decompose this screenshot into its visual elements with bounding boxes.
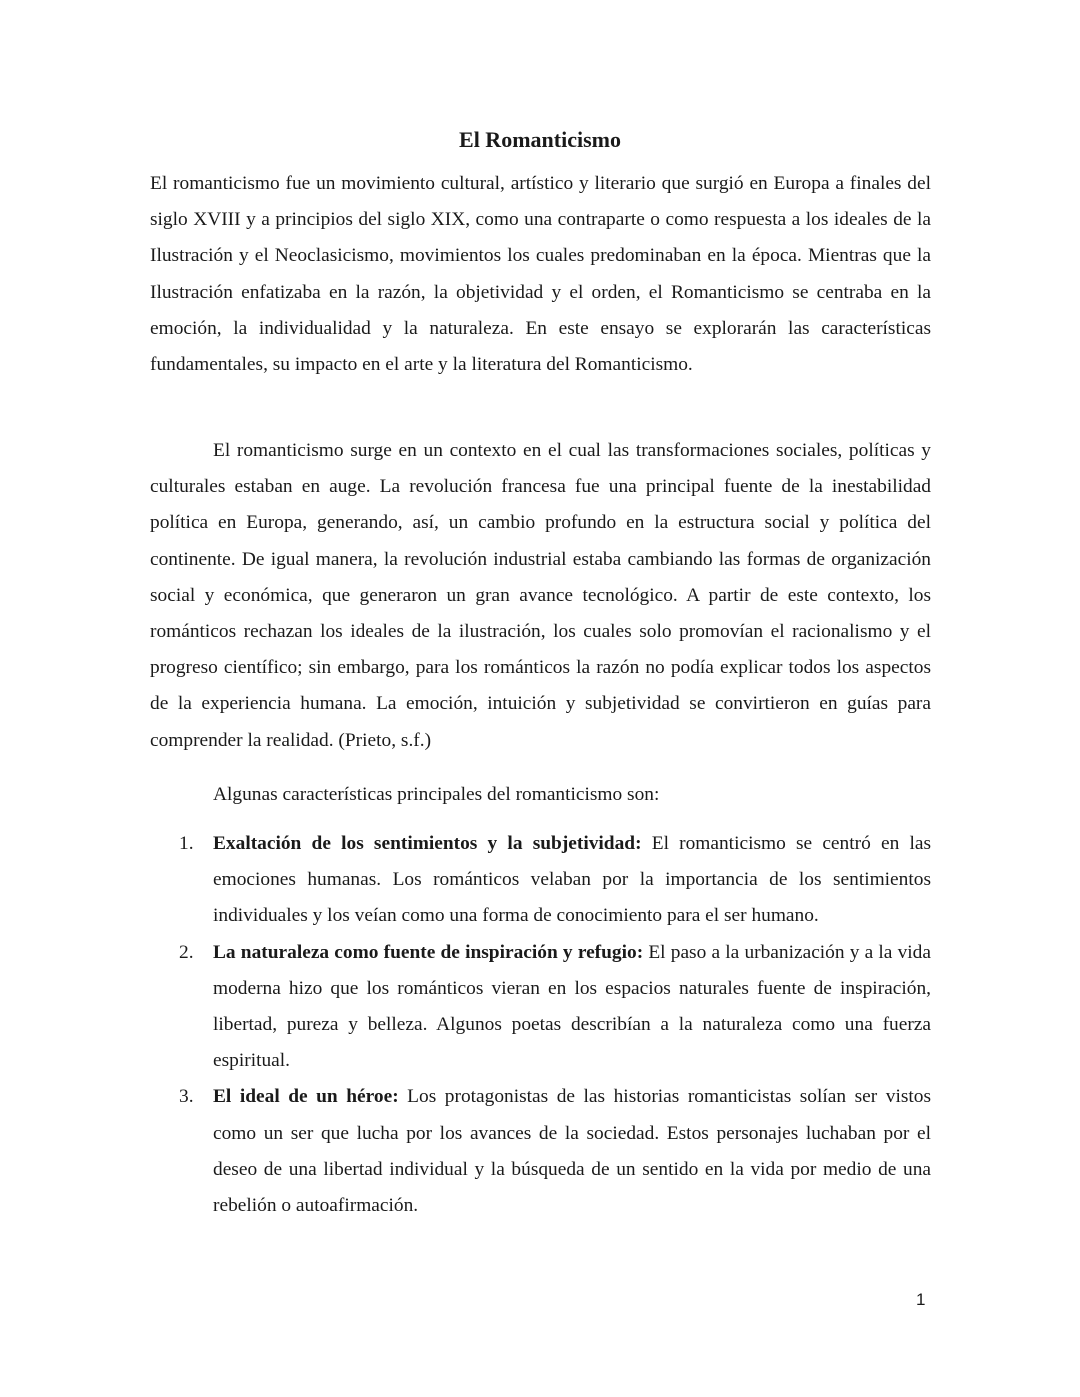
list-item-heading: Exaltación de los sentimientos y la subjetividad: bbox=[213, 833, 642, 854]
list-item-heading: El ideal de un héroe: bbox=[213, 1086, 399, 1108]
list-item bbox=[150, 1079, 931, 1224]
list-item-text: Los protagonistas de las historias romanticistas solían ser vistos como un ser que lucha por los avances de la sociedad. Estos personajes luchaban por el deseo de una libertad individual y la búsqueda de un sentido en la vida por medio de una rebelión o autoafirmación. bbox=[213, 1086, 931, 1217]
characteristics-list bbox=[150, 826, 931, 1224]
page-title: El Romanticismo bbox=[459, 127, 621, 152]
intro-paragraph: El romanticismo fue un movimiento cultural, artístico y literario que surgió en Europa a finales del siglo XVIII y a principios del siglo XIX, como una contraparte o como respuesta a los ideales de la Ilustración y el Neoclasicismo, movimientos los cuales predominaban en la época. Mientras que la Ilustración enfatizaba en la razón, la objetividad y el orden, el Romanticismo se centraba en la emoción, la individualidad y la naturaleza. En este ensayo se explorarán las características fundamentales, su impacto en el arte y la literatura del Romanticismo. bbox=[150, 173, 931, 376]
list-item-number: 1. bbox=[179, 833, 194, 854]
list-item-heading: La naturaleza como fuente de inspiración y refugio: bbox=[213, 941, 644, 963]
list-item bbox=[150, 826, 931, 935]
list-item-number: 3. bbox=[179, 1086, 194, 1108]
page-number: 1 bbox=[916, 1290, 926, 1309]
list-item-number: 2. bbox=[179, 941, 194, 963]
list-item-text: El paso a la urbanización y a la vida moderna hizo que los románticos vieran en los espacios naturales fuente de inspiración, libertad, pureza y belleza. Algunos poetas describían a la naturaleza como una fuerza espiritual. bbox=[213, 941, 931, 1072]
context-paragraph: El romanticismo surge en un contexto en el cual las transformaciones sociales, políticas y culturales estaban en auge. La revolución francesa fue una principal fuente de la inestabilidad política en Europa, generando, así, un cambio profundo en la estructura social y política del continente. De igual manera, la revolución industrial estaba cambiando las formas de organización social y económica, que generaron un gran avance tecnológico. A partir de este contexto, los románticos rechazan los ideales de la ilustración, los cuales solo promovían el racionalismo y el progreso científico; sin embargo, para los románticos la razón no podía explicar todos los aspectos de la experiencia humana. La emoción, intuición y subjetividad se convirtieron en guías para comprender la realidad. (Prieto, s.f.) bbox=[150, 440, 931, 751]
list-intro-paragraph: Algunas características principales del romanticismo son: bbox=[213, 784, 660, 805]
list-item bbox=[150, 935, 931, 1080]
list-item-text: El romanticismo se centró en las emociones humanas. Los románticos velaban por la importancia de los sentimientos individuales y los veían como una forma de conocimiento para el ser humano. bbox=[213, 833, 931, 927]
